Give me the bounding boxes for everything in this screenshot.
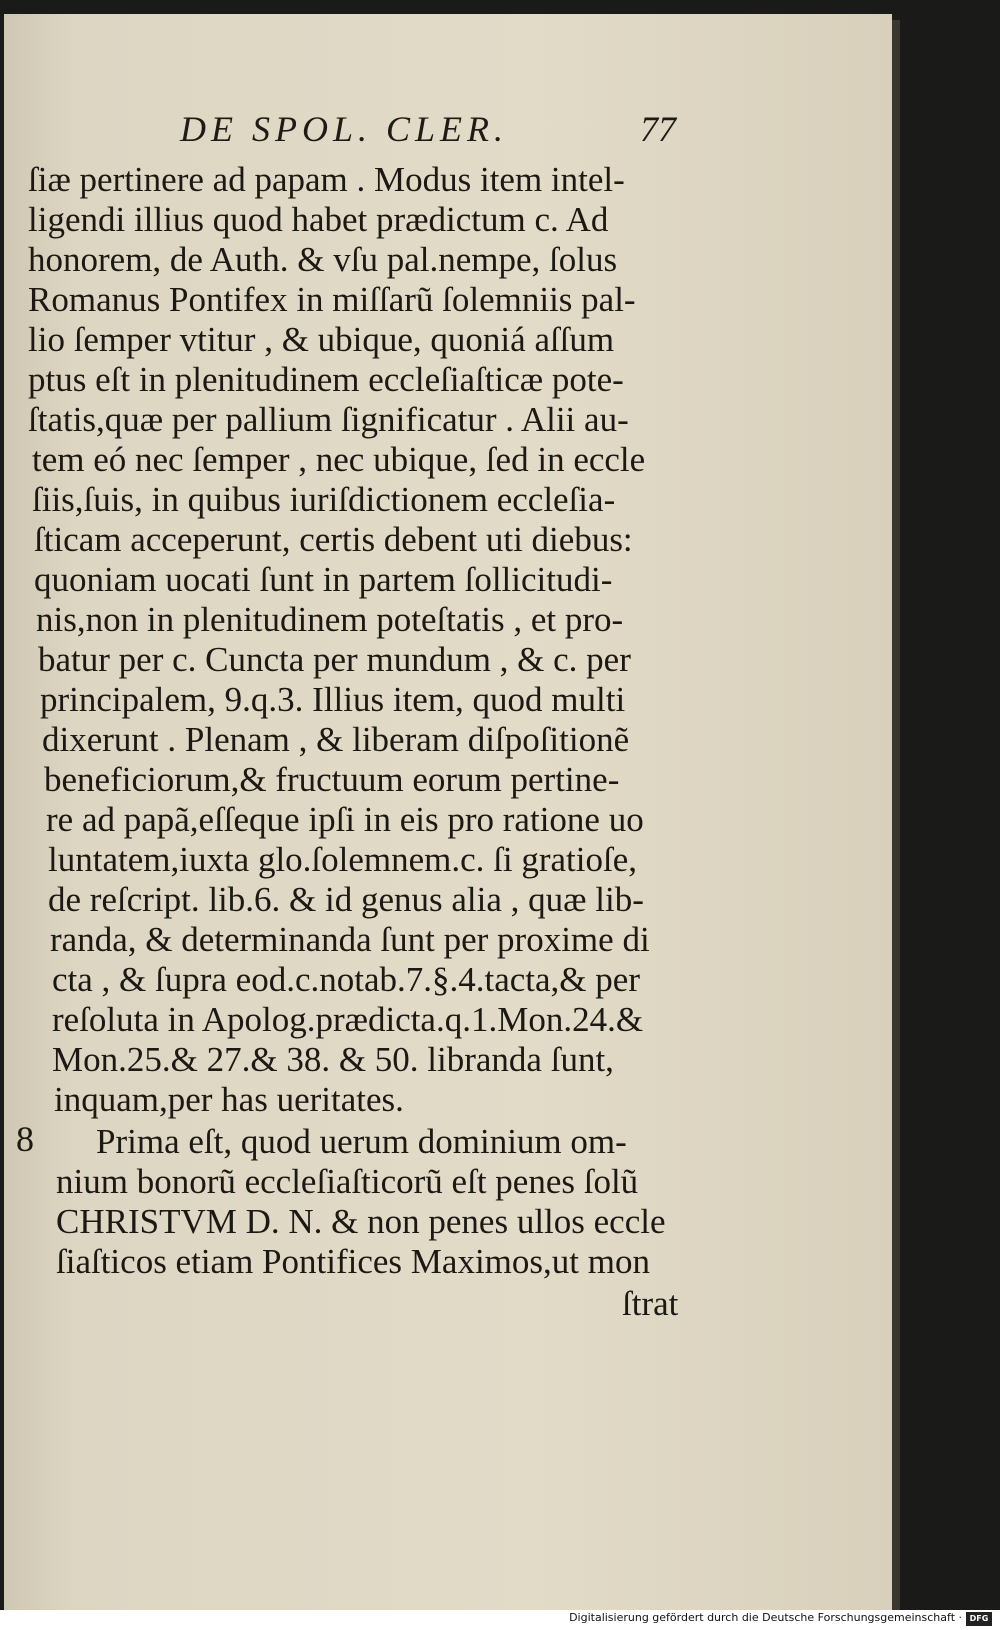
text-line: dixerunt . Plenam , & liberam diſpoſitionẽ <box>42 720 630 759</box>
text-line: ſiæ pertinere ad papam . Modus item intel- <box>28 160 625 199</box>
text-line: ptus eſt in plenitudinem eccleſiaſticæ pote- <box>28 360 624 399</box>
text-line: principalem, 9.q.3. Illius item, quod multi <box>40 680 626 719</box>
text-line: ligendi illius quod habet prædictum c. Ad <box>28 200 609 239</box>
text-line: Romanus Pontifex in miſſarũ ſolemniis pal- <box>28 280 636 319</box>
text-line: nis,non in plenitudinem poteſtatis , et pro- <box>36 600 624 639</box>
text-line: Mon.25.& 27.& 38. & 50. libranda ſunt, <box>52 1040 614 1079</box>
text-line: honorem, de Auth. & vſu pal.nempe, ſolus <box>28 240 618 279</box>
page-edge <box>892 20 900 1610</box>
marginal-number: 8 <box>16 1119 34 1159</box>
text-line: nium bonorũ eccleſiaſticorũ eſt penes ſolũ <box>56 1162 639 1201</box>
text-line: randa, & determinanda ſunt per proxime di <box>50 920 650 959</box>
text-line: lio ſemper vtitur , & ubique, quoniá aſſum <box>28 320 615 359</box>
text-line: ſiaſticos etiam Pontifices Maximos,ut mon <box>56 1242 650 1281</box>
page-number: 77 <box>640 109 676 149</box>
text-line: ſiis,ſuis, in quibus iuriſdictionem eccleſia- <box>32 480 616 519</box>
running-head: DE SPOL. CLER. <box>180 109 509 149</box>
text-line: tem eó nec ſemper , nec ubique, ſed in eccle <box>32 440 646 479</box>
text-line: beneficiorum,& fructuum eorum pertine- <box>44 760 620 799</box>
text-line: quoniam uocati ſunt in partem ſollicitudi- <box>34 560 613 599</box>
text-line: de reſcript. lib.6. & id genus alia , quæ lib- <box>48 880 644 919</box>
text-line: CHRISTVM D. N. & non penes ullos eccle <box>56 1202 666 1241</box>
page-header <box>180 108 700 156</box>
text-line: ſticam acceperunt, certis debent uti diebus: <box>34 520 633 559</box>
text-line: reſoluta in Apolog.prædicta.q.1.Mon.24.& <box>52 1000 644 1039</box>
text-line: Prima eſt, quod uerum dominium om- <box>96 1122 627 1161</box>
text-line: luntatem,iuxta glo.ſolemnem.c. ſi gratioſe, <box>48 840 638 879</box>
text-line: re ad papã,eſſeque ipſi in eis pro ratione uo <box>46 800 644 839</box>
text-line: inquam,per has ueritates. <box>54 1080 404 1119</box>
dfg-logo-icon: DFG <box>966 1612 992 1626</box>
text-line: ſtatis,quæ per pallium ſignificatur . Alii au- <box>28 400 629 439</box>
catchword: ſtrat <box>622 1284 679 1323</box>
text-line: cta , & ſupra eod.c.notab.7.§.4.tacta,& per <box>52 960 640 999</box>
footer-credit: Digitalisierung gefördert durch die Deutsche Forschungsgemeinschaft · <box>569 1611 962 1624</box>
text-line: batur per c. Cuncta per mundum , & c. per <box>38 640 631 679</box>
